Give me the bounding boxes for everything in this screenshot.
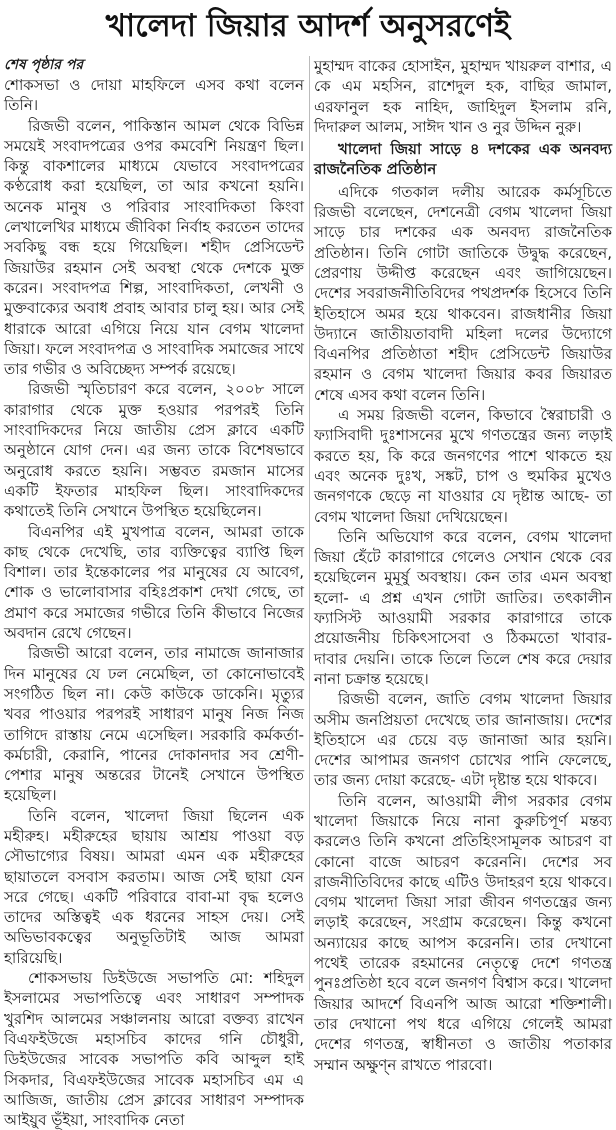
paragraph: এদিকে গতকাল দলীয় আরেক কর্মসূচিতে রিজভী বলেছেন, দেশনেত্রী বেগম খালেদা জিয়া সাড়ে চার দশকের এক অনবদ্য রাজনৈতিক প্রতিষ্ঠান। তিনি গোটা জাতিকে উদ্বুদ্ধ করেছেন, প্রেরণায় উদ্দীপ্ত করেছেন এবং জাগিয়েছেন। দেশের সবরাজনীতিবিদের পথপ্রদর্শক হিসেবে তিনি ইতিহাসে অমর হয়ে থাকবেন। রাজধানীর জিয়া উদ্যানে জাতীয়তাবাদী মহিলা দলের উদ্যোগে বিএনপির প্রতিষ্ঠাতা শহীদ প্রেসিডেন্ট জিয়াউর রহমান ও বেগম খালেদা জিয়ার কবর জিয়ারত শেষে এসব কথা বলেন তিনি।	[314, 182, 612, 404]
right-column	[314, 56, 612, 1075]
paragraph: তিনি বলেন, খালেদা জিয়া ছিলেন এক মহীরুহ। মহীরুহের ছায়ায় আশ্রয় পাওয়া বড় সৌভাগ্যের বিষয়। আমরা এমন এক মহীরুহের ছায়াতলে বসবাস করতাম। আজ সেই ছায়া যেন সরে গেছে। একটি পরিবারে বাবা-মা বৃদ্ধ হলেও তাদের অস্তিত্বই এক ধরনের সাহস দেয়। সেই অভিভাবকত্বের অনুভূতিটাই আজ আমরা হারিয়েছি।	[4, 806, 304, 967]
paragraph: তিনি বলেন, আওয়ামী লীগ সরকার বেগম খালেদা জিয়াকে নিয়ে নানা কুরুচিপূর্ণ মন্তব্য করলেও তিনি কখনো প্রতিহিংসামূলক আচরণ বা কোনো বাজে আচরণ করেননি। দেশের সব রাজনীতিবিদের কাছে এটিও উদাহরণ হয়ে থাকবে। বেগম খালেদা জিয়া সারা জীবন গণতন্ত্রের জন্য লড়াই করেছেন, সংগ্রাম করেছেন। কিন্তু কখনো অন্যায়ের কাছে আপস করেননি। তার দেখানো পথেই তারেক রহমানের নেতৃত্বে দেশে গণতন্ত্র পুনঃপ্রতিষ্ঠা হবে বলে জনগণ বিশ্বাস করে। খালেদা জিয়ার আদর্শে বিএনপি আজ আরো শক্তিশালী। তার দেখানো পথ ধরে এগিয়ে গেলেই আমরা দেশের গণতন্ত্র, স্বাধীনতা ও জাতীয় পতাকার সম্মান অক্ষুণ্ন রাখতে পারবো।	[314, 791, 612, 1074]
paragraph: রিজভী স্মৃতিচারণ করে বলেন, ২০০৮ সালে কারাগার থেকে মুক্ত হওয়ার পরপরই তিনি সাংবাদিকদের নিয়ে জাতীয় প্রেস ক্লাবে একটি অনুষ্ঠানে যোগ দেন। এর জন্য তাকে বিশেষভাবে অনুরোধ করতে হয়নি। সম্ভবত রমজান মাসের একটি ইফতার মাহফিল ছিল। সাংবাদিকদের কথাতেই তিনি সেখানে উপস্থিত হয়েছিলেন।	[4, 380, 304, 521]
subheading: খালেদা জিয়া সাড়ে ৪ দশকের এক অনবদ্য রাজনৈতিক প্রতিষ্ঠান	[314, 140, 612, 179]
paragraph: রিজভী বলেন, জাতি বেগম খালেদা জিয়ার অসীম জনপ্রিয়তা দেখেছে তার জানাজায়। দেশের ইতিহাসে এর চেয়ে বড় জানাজা আর হয়নি। দেশের আপামর জনগণ চোখের পানি ফেলেছে, তার জন্য দোয়া করেছে- এটা দৃষ্টান্ত হয়ে থাকবে।	[314, 690, 612, 790]
paragraph-continuation: মুহাম্মদ বাকের হোসাইন, মুহাম্মদ খায়রুল বাশার, এ কে এম মহসিন, রাশেদুল হক, বাছির জামাল, এরফানুল হক নাহিদ, জাহিদুল ইসলাম রনি, দিদারুল আলম, সাঈদ খান ও নুর উদ্দিন নুরু।	[314, 57, 612, 136]
continued-from-kicker: শেষ পৃষ্ঠার পর	[4, 57, 84, 73]
headline: খালেদা জিয়ার আদর্শ অনুসরণেই	[105, 8, 511, 44]
column-divider	[309, 56, 310, 991]
paragraph: তিনি অভিযোগ করে বলেন, বেগম খালেদা জিয়া হেঁটে কারাগারে গেলেও সেখান থেকে বের হয়েছিলেন মুমূর্ষু অবস্থায়। কেন তার এমন অবস্থা হলো- এ প্রশ্ন এখন গোটা জাতির। তৎকালীন ফ্যাসিস্ট আওয়ামী সরকার কারাগারে তাকে প্রয়োজনীয় চিকিৎসাসেবা ও ঠিকমতো খাবার-দাবার দেয়নি। তাকে তিলে তিলে শেষ করে দেয়ার নানা চক্রান্ত হয়েছে।	[314, 527, 612, 688]
paragraph: শোকসভা ও দোয়া মাহফিলে এসব কথা বলেন তিনি।	[4, 76, 304, 115]
paragraph: এ সময় রিজভী বলেন, কিভাবে স্বৈরাচারী ও ফ্যাসিবাদী দুঃশাসনের মুখে গণতন্ত্রের জন্য লড়াই করতে হয়, কি করে জনগণের পাশে থাকতে হয় এবং অনেক দুঃখ, সঙ্কট, চাপ ও হুমকির মুখেও জনগণকে ছেড়ে না যাওয়ার যে দৃষ্টান্ত আছে- তা বেগম খালেদা জিয়া দেখিয়েছেন।	[314, 406, 612, 526]
paragraph: শোকসভায় ডিইউজে সভাপতি মো: শহিদুল ইসলামের সভাপতিত্বে এবং সাধারণ সম্পাদক খুরশিদ আলমের সঞ্চালনায় আরো বক্তব্য রাখেন বিএফইউজে মহাসচিব কাদের গনি চৌধুরী, ডিইউজের সাবেক সভাপতি কবি আব্দুল হাই সিকদার, বিএফইউজের সাবেক মহাসচিব এম এ আজিজ, জাতীয় প্রেস ক্লাবের সাধারণ সম্পাদক আইয়ুব ভূঁইয়া, সাংবাদিক নেতা	[4, 969, 304, 1130]
paragraph: রিজভী বলেন, পাকিস্তান আমল থেকে বিভিন্ন সময়েই সংবাদপত্রের ওপর কমবেশি নিয়ন্ত্রণ ছিল। কিন্তু বাকশালের মাধ্যমে যেভাবে সংবাদপত্রের কণ্ঠরোধ করা হয়েছিল, তা আর কখনো হয়নি। অনেক মানুষ ও পরিবার সাংবাদিকতা কিংবা লেখালেখির মাধ্যমে জীবিকা নির্বাহ করতেন তাদের সবকিছু বন্ধ হয়ে গিয়েছিল। শহীদ প্রেসিডেন্ট জিয়াউর রহমান সেই অবস্থা থেকে দেশকে মুক্ত করেন। সংবাদপত্র শিল্প, সাংবাদিকতা, লেখনী ও মুক্তবাক্যের অবাধ প্রবাহ আবার চালু হয়। আর সেই ধারাকে আরো এগিয়ে নিয়ে যান বেগম খালেদা জিয়া। ফলে সংবাদপত্র ও সাংবাদিক সমাজের সাথে তার গভীর ও অবিচ্ছেদ্য সম্পর্ক রয়েছে।	[4, 116, 304, 379]
paragraph: রিজভী আরো বলেন, তার নামাজে জানাজার দিন মানুষের যে ঢল নেমেছিল, তা কোনোভাবেই সংগঠিত ছিল না। কেউ কাউকে ডাকেনি। মৃত্যুর খবর পাওয়ার পরপরই সাধারণ মানুষ নিজ নিজ তাগিদে রাস্তায় নেমে এসেছিল। সরকারি কর্মকর্তা-কর্মচারী, কেরানি, পানের দোকানদার সব শ্রেণী-পেশার মানুষ অন্তরের টানেই সেখানে উপস্থিত হয়েছিল।	[4, 644, 304, 805]
paragraph: বিএনপির এই মুখপাত্র বলেন, আমরা তাকে কাছ থেকে দেখেছি, তার ব্যক্তিত্বের ব্যাপ্তি ছিল বিশাল। তার ইন্তেকালের পর মানুষের যে আবেগ, শোক ও ভালোবাসার বহিঃপ্রকাশ দেখা গেছে, তা প্রমাণ করে সমাজের গভীরে তিনি কীভাবে নিজের অবদান রেখে গেছেন।	[4, 522, 304, 643]
left-column	[4, 56, 304, 1130]
